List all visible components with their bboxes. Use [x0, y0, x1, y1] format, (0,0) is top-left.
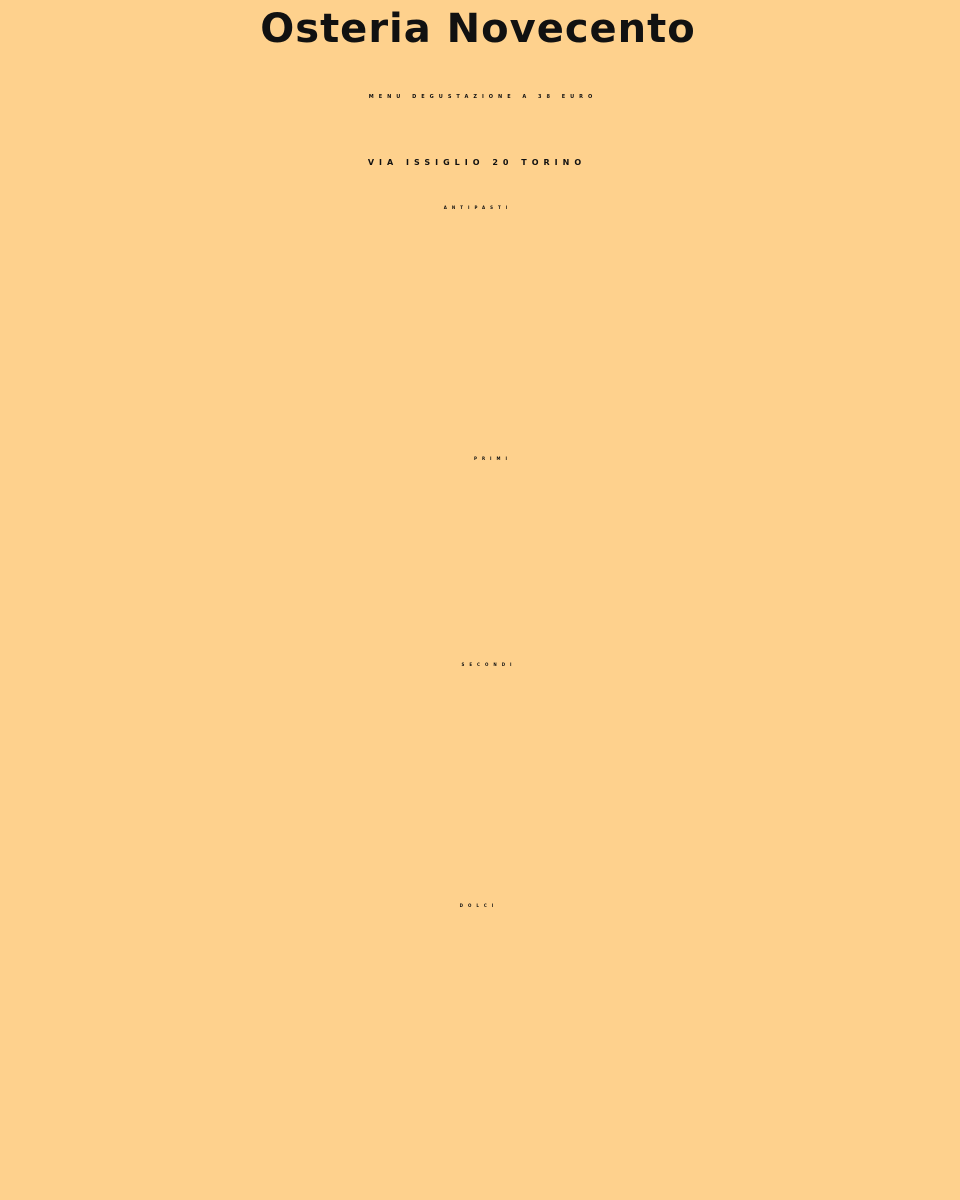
section-heading-antipasti: ANTIPASTI [443, 205, 513, 210]
menu-item-line [0, 1165, 957, 1191]
menu-item-line [7, 326, 960, 352]
menu-item-line [0, 1023, 958, 1049]
menu-item-line [7, 379, 960, 405]
menu-item-line [3, 405, 960, 431]
menu-item-line [0, 697, 957, 723]
menu-item-line [7, 515, 960, 541]
menu-item-line [0, 995, 960, 1021]
menu-item-line [3, 352, 960, 378]
menu-item-line [0, 1080, 960, 1106]
menu-item-line [0, 811, 960, 837]
menu-item-line [7, 565, 960, 591]
menu-item-line [3, 591, 960, 617]
menu-item-line [0, 1051, 957, 1077]
menu-item-line [0, 754, 957, 780]
menu-item-line [0, 868, 960, 894]
section-heading-primi: PRIMI [474, 456, 512, 461]
menu-item-line [0, 1137, 957, 1163]
menu-item-line [3, 274, 960, 300]
menu-item-line [0, 726, 960, 752]
menu-title: MENU DEGUSTAZIONE A 38 EURO [368, 94, 598, 100]
menu-item-line [0, 1108, 960, 1134]
menu-item-line [7, 248, 960, 274]
restaurant-address: VIA ISSIGLIO 20 TORINO [367, 158, 587, 167]
menu-item-line [3, 540, 960, 566]
menu-item-line [0, 840, 960, 866]
menu-item-line [0, 783, 960, 809]
menu-item-line [0, 966, 960, 992]
menu-item-line [7, 300, 960, 326]
restaurant-name: Osteria Novecento [260, 6, 696, 52]
section-heading-secondi: SECONDI [461, 662, 517, 667]
section-heading-dolci: DOLCI [459, 903, 499, 908]
